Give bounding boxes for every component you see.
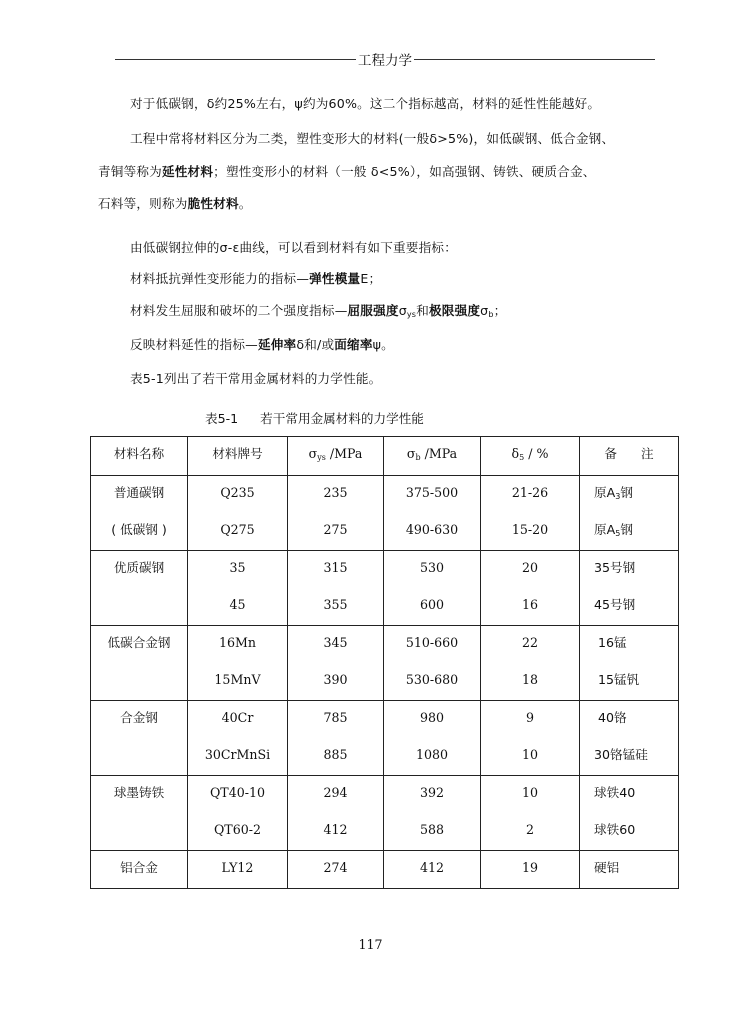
cell-elongation: 20 [481,551,580,589]
cell-yield-strength: 412 [288,813,384,851]
cell-material-grade: 16Mn [188,626,288,664]
cell-elongation: 2 [481,813,580,851]
cell-ultimate-strength: 600 [384,588,481,626]
cell-remark: 原$A_3$钢 [580,476,679,514]
header-material-name: 材料名称 [91,437,188,476]
table-row [91,476,679,514]
running-header [115,49,655,69]
cell-material-name [91,588,188,626]
table-row [91,738,679,776]
term-ultimate-strength: 极限强度 [428,303,481,318]
cell-remark: 45号钢 [580,588,679,626]
term-yield-strength: 屈服强度 [347,303,399,318]
paragraph-ductility-values: 对于低碳钢，δ约25%左右，ψ约为60%。这二个指标越高，材料的延性性能越好。 [130,96,601,111]
cell-remark: 球铁60 [580,813,679,851]
cell-elongation: 22 [481,626,580,664]
header-rule-left [115,59,356,60]
table-title: 若干常用金属材料的力学性能 [260,411,424,426]
cell-material-name [91,738,188,776]
cell-yield-strength: 345 [288,626,384,664]
cell-yield-strength: 274 [288,851,384,889]
cell-material-grade: QT40-10 [188,776,288,814]
cell-ultimate-strength: 530-680 [384,663,481,701]
table-row [91,776,679,814]
cell-material-name: 普通碳钢 [91,476,188,514]
term-brittle-material: 脆性材料 [187,196,239,211]
cell-yield-strength: 390 [288,663,384,701]
cell-remark: 原$A_5$钢 [580,513,679,551]
cell-material-grade: 45 [188,588,288,626]
table-caption [205,408,446,427]
cell-material-grade: 15MnV [188,663,288,701]
term-area-reduction: 面缩率 [334,337,373,352]
table-row [91,551,679,589]
material-properties-table [90,436,679,889]
cell-remark: 35号钢 [580,551,679,589]
term-elongation: 延伸率 [257,337,297,352]
cell-material-grade: QT60-2 [188,813,288,851]
cell-material-grade: 30CrMnSi [188,738,288,776]
header-yield-strength: $\sigma_{ys}$ /MPa [288,437,384,476]
header-material-grade: 材料牌号 [188,437,288,476]
cell-material-grade: 35 [188,551,288,589]
cell-elongation: 15-20 [481,513,580,551]
table-row [91,813,679,851]
cell-material-name: 铝合金 [91,851,188,889]
cell-remark: 30铬锰硅 [580,738,679,776]
cell-ultimate-strength: 588 [384,813,481,851]
cell-yield-strength: 785 [288,701,384,739]
table-row [91,626,679,664]
cell-material-name: 优质碳钢 [91,551,188,589]
cell-yield-strength: 294 [288,776,384,814]
cell-material-grade: Q235 [188,476,288,514]
cell-yield-strength: 275 [288,513,384,551]
paragraph-elastic-modulus: 材料抵抗弹性变形能力的指标—弹性模量E； [130,271,382,286]
table-header-row [91,437,679,476]
cell-ultimate-strength: 1080 [384,738,481,776]
header-elongation: $\delta_5$ / % [481,437,580,476]
cell-ultimate-strength: 510-660 [384,626,481,664]
cell-elongation: 16 [481,588,580,626]
cell-ultimate-strength: 980 [384,701,481,739]
cell-ultimate-strength: 530 [384,551,481,589]
header-remarks: 备 注 [580,437,679,476]
table-row [91,588,679,626]
cell-material-name: ( 低碳钢 ) [91,513,188,551]
table-row [91,851,679,889]
header-ultimate-strength: $\sigma_b$ /MPa [384,437,481,476]
paragraph-ductility-indices: 反映材料延性的指标—延伸率δ和/或面缩率ψ。 [130,337,394,352]
cell-ultimate-strength: 375-500 [384,476,481,514]
cell-yield-strength: 355 [288,588,384,626]
cell-material-grade: LY12 [188,851,288,889]
cell-material-grade: 40Cr [188,701,288,739]
header-title: 工程力学 [358,53,412,69]
cell-material-name [91,663,188,701]
cell-elongation: 18 [481,663,580,701]
paragraph-classification-line-2: 青铜等称为延性材料；塑性变形小的材料（一般 δ<5%），如高强钢、铸铁、硬质合金、 [98,164,596,179]
header-rule-right [414,59,655,60]
cell-ultimate-strength: 490-630 [384,513,481,551]
cell-yield-strength: 315 [288,551,384,589]
paragraph-classification-line-1: 工程中常将材料区分为二类，塑性变形大的材料(一般δ>5%)，如低碳钢、低合金钢、 [130,131,615,146]
cell-yield-strength: 885 [288,738,384,776]
table-number: 表5-1 [205,411,239,426]
page-number: 117 [358,937,383,952]
cell-elongation: 10 [481,738,580,776]
paragraph-classification-line-3: 石料等，则称为脆性材料。 [98,196,252,211]
cell-material-name [91,813,188,851]
term-elastic-modulus: 弹性模量 [309,271,361,286]
cell-material-name: 低碳合金钢 [91,626,188,664]
paragraph-table-intro: 表5-1列出了若干常用金属材料的力学性能。 [130,371,382,386]
cell-elongation: 9 [481,701,580,739]
cell-remark: 15锰钒 [580,663,679,701]
cell-ultimate-strength: 412 [384,851,481,889]
cell-material-name: 球墨铸铁 [91,776,188,814]
paragraph-strength-indices: 材料发生屈服和破坏的二个强度指标—屈服强度$\sigma_{ys}$和极限强度$\sigma_b$； [130,303,507,319]
cell-elongation: 21-26 [481,476,580,514]
table-row [91,701,679,739]
cell-elongation: 10 [481,776,580,814]
term-ductile-material: 延性材料 [161,164,214,179]
table-row [91,663,679,701]
cell-elongation: 19 [481,851,580,889]
cell-remark: 16锰 [580,626,679,664]
paragraph-stress-strain-intro: 由低碳钢拉伸的σ-ε曲线，可以看到材料有如下重要指标： [130,240,457,255]
cell-yield-strength: 235 [288,476,384,514]
cell-remark: 40铬 [580,701,679,739]
cell-remark: 球铁40 [580,776,679,814]
cell-remark: 硬铝 [580,851,679,889]
table-row [91,513,679,551]
cell-material-grade: Q275 [188,513,288,551]
cell-ultimate-strength: 392 [384,776,481,814]
cell-material-name: 合金钢 [91,701,188,739]
